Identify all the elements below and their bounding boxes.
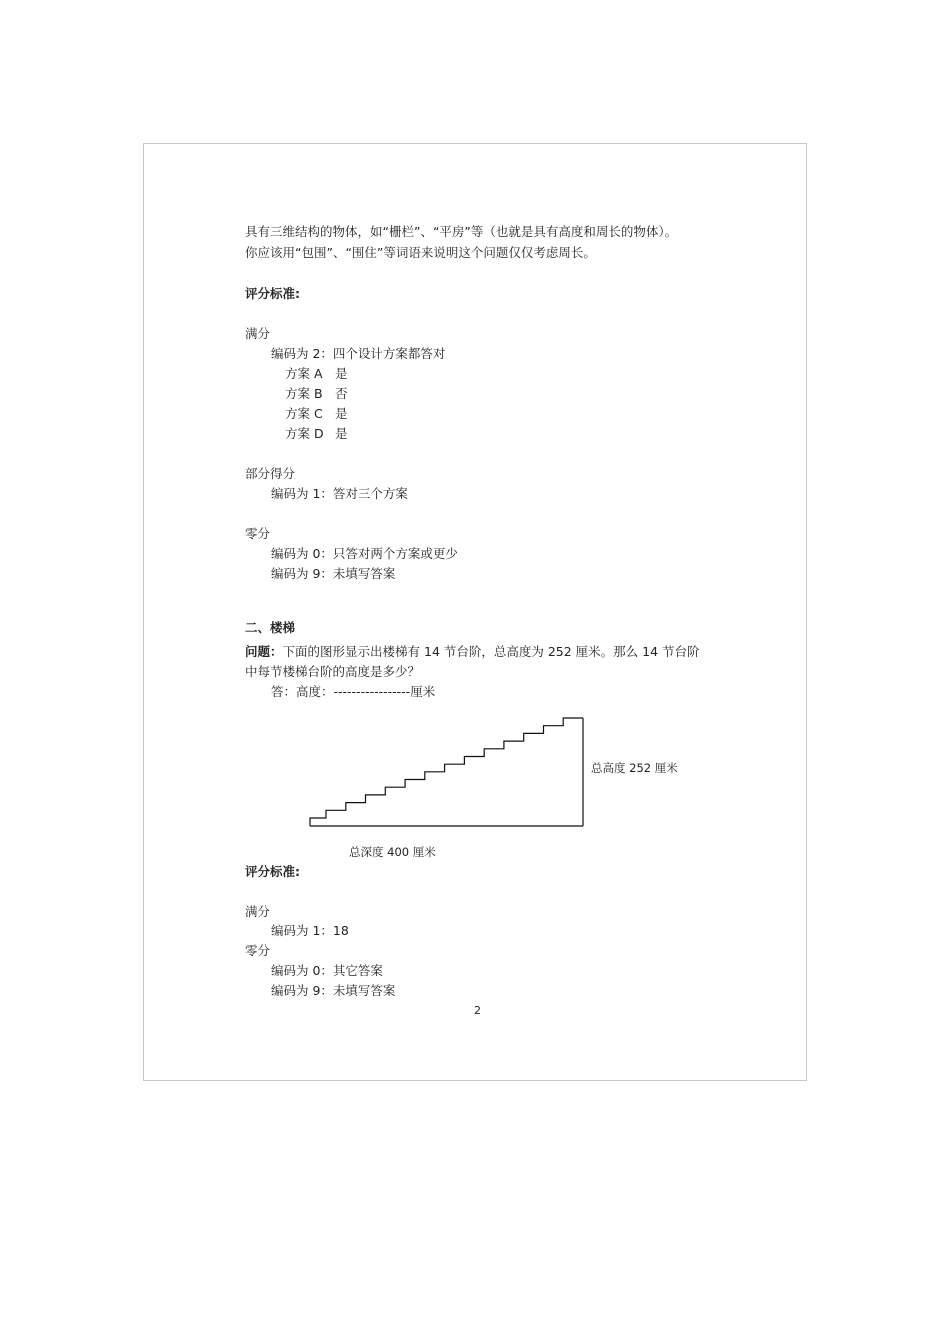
option-value: 是	[335, 366, 348, 381]
zero-score-code: 编码为 9：未填写答案	[271, 983, 396, 998]
full-score-code-1: 编码为 2：四个设计方案都答对	[271, 346, 446, 361]
intro-line-2: 你应该用“包围”、“围住”等词语来说明这个问题仅仅考虑周长。	[245, 245, 596, 260]
option-value: 是	[335, 426, 348, 441]
full-score-label-1: 满分	[245, 326, 271, 341]
option-label: 方案 B	[285, 386, 323, 401]
answer-unit: 厘米	[410, 684, 436, 699]
zero-score-code: 编码为 0：其它答案	[271, 963, 383, 978]
scoring-heading-2: 评分标准:	[245, 864, 300, 879]
option-label: 方案 C	[285, 406, 323, 421]
answer-blank: -----------------	[333, 684, 411, 699]
zero-score-code: 编码为 0：只答对两个方案或更少	[271, 546, 458, 561]
partial-score-label: 部分得分	[245, 466, 296, 481]
option-value: 否	[335, 386, 348, 401]
page-number: 2	[474, 1004, 481, 1017]
option-value: 是	[335, 406, 348, 421]
section-title: 二、楼梯	[245, 620, 296, 635]
document-page	[143, 143, 807, 1081]
answer-prompt: 答：高度：	[271, 684, 334, 699]
zero-score-code: 编码为 9：未填写答案	[271, 566, 396, 581]
full-score-label-2: 满分	[245, 904, 271, 919]
scoring-heading-1: 评分标准:	[245, 286, 300, 301]
height-label: 总高度 252 厘米	[591, 761, 678, 775]
option-label: 方案 A	[285, 366, 323, 381]
staircase-outline	[310, 718, 583, 826]
zero-score-label-1: 零分	[245, 526, 271, 541]
option-label: 方案 D	[285, 426, 324, 441]
full-score-code-2: 编码为 1：18	[271, 923, 349, 938]
staircase-diagram	[245, 144, 745, 1004]
zero-score-label-2: 零分	[245, 943, 271, 958]
question-text: 下面的图形显示出楼梯有 14 节台阶，总高度为 252 厘米。那么 14 节台阶	[282, 644, 700, 659]
partial-score-code: 编码为 1：答对三个方案	[271, 486, 408, 501]
depth-label: 总深度 400 厘米	[349, 845, 436, 859]
question-prefix: 问题：	[245, 644, 283, 659]
intro-line-1: 具有三维结构的物体，如“栅栏”、“平房”等（也就是具有高度和周长的物体）。	[245, 224, 678, 239]
question-line-2: 中每节楼梯台阶的高度是多少？	[245, 664, 421, 679]
